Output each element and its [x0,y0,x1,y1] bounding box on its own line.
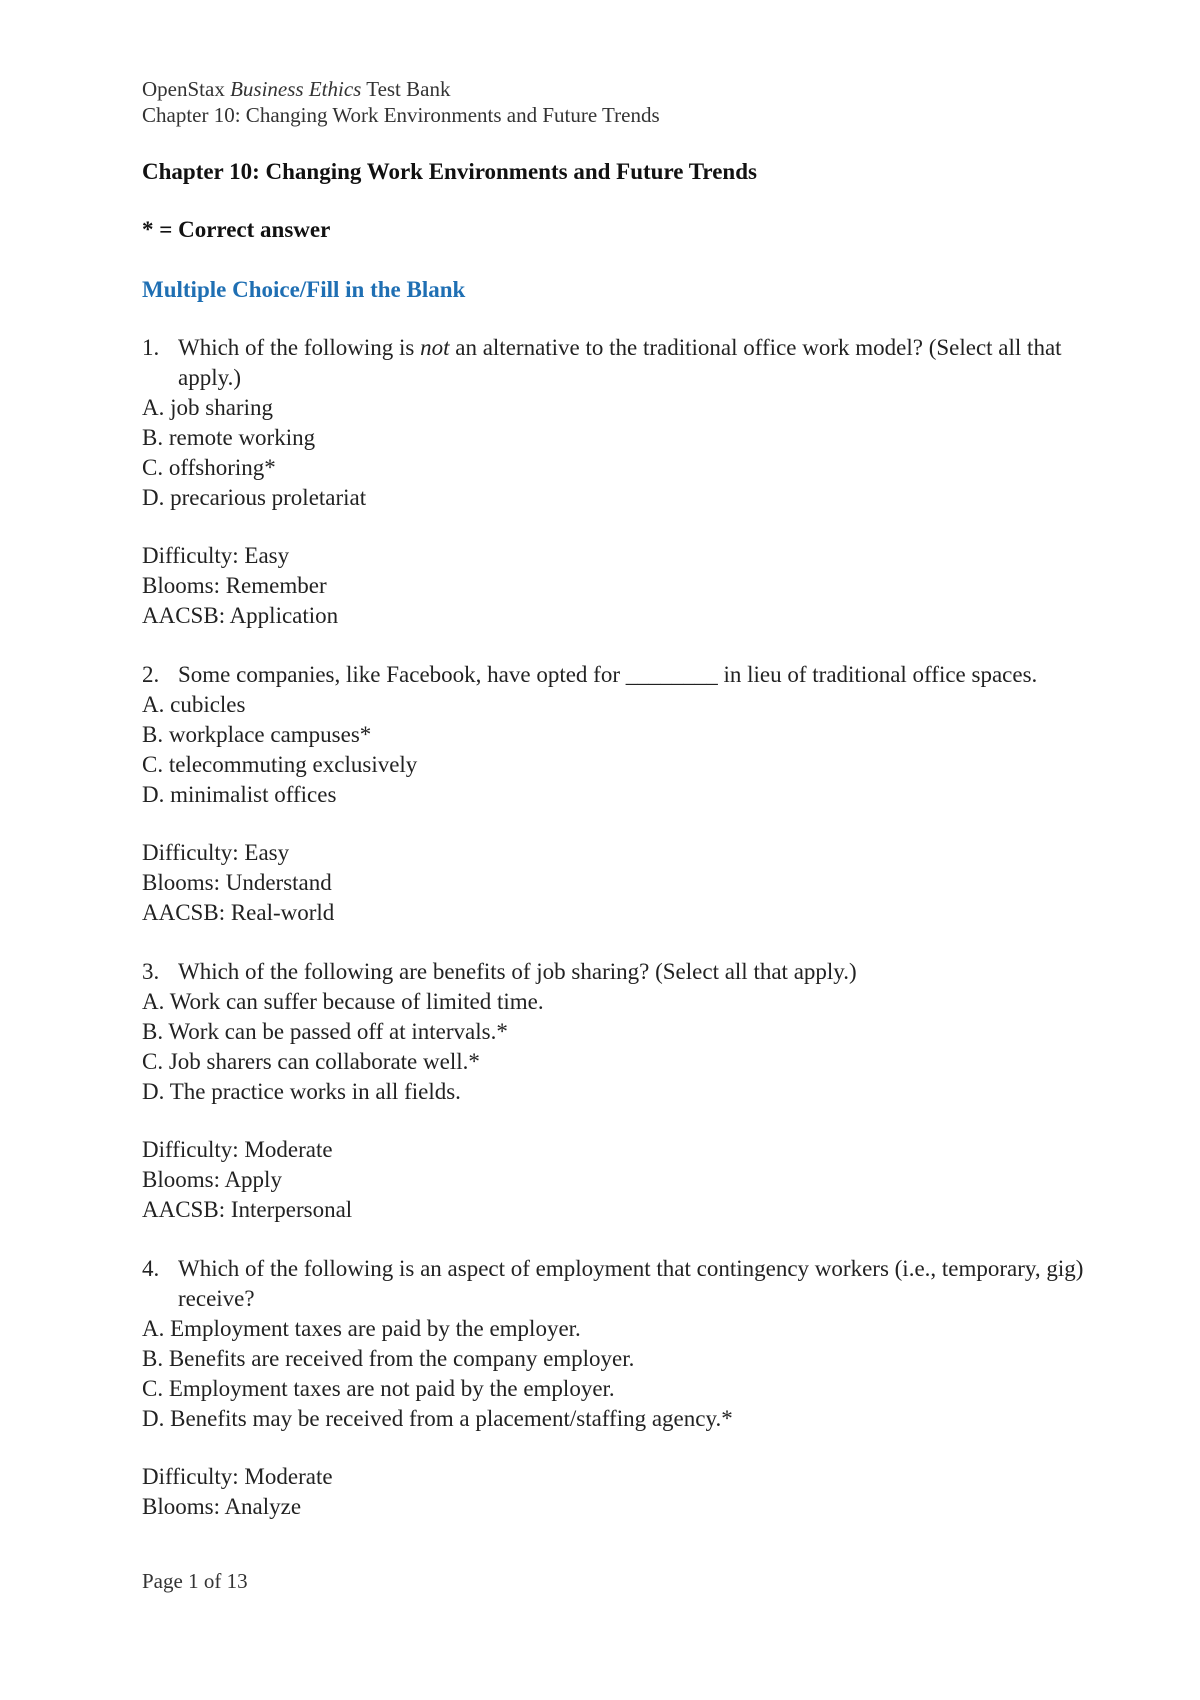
aacsb-line: AACSB: Interpersonal [142,1197,353,1222]
answer-option: B. Benefits are received from the company employer. [142,1346,635,1371]
answer-option: A. Employment taxes are paid by the employer. [142,1316,581,1341]
difficulty-line: Difficulty: Easy [142,543,290,568]
question-number: 2. [142,662,160,687]
question-text-part: an alternative to the traditional office work model? (Select all that apply.) [178,335,1062,390]
answer-option: B. remote working [142,425,316,450]
question-2 [142,660,1102,928]
question-stem [142,333,1102,393]
answer-option: D. Benefits may be received from a placement/staffing agency.* [142,1406,733,1431]
blooms-line: Blooms: Analyze [142,1494,302,1519]
header-publisher: OpenStax [142,77,225,101]
question-metadata [142,1462,1102,1522]
question-metadata [142,1135,1102,1225]
question-stem [142,957,1102,987]
question-3 [142,957,1102,1225]
aacsb-line: AACSB: Real-world [142,900,335,925]
section-heading: Multiple Choice/Fill in the Blank [142,277,466,302]
question-1 [142,333,1102,631]
answer-option: C. Job sharers can collaborate well.* [142,1049,480,1074]
question-number: 4. [142,1256,160,1281]
answer-option: A. cubicles [142,692,246,717]
answer-option: D. minimalist offices [142,782,337,807]
question-stem [142,1254,1102,1314]
question-text-emphasis: not [420,335,450,360]
answer-option: A. Work can suffer because of limited time. [142,989,544,1014]
answer-option: B. workplace campuses* [142,722,372,747]
question-text: Which of the following are benefits of job sharing? (Select all that apply.) [178,959,857,984]
question-number: 3. [142,959,160,984]
question-number: 1. [142,335,160,360]
question-text: Some companies, like Facebook, have opted for ________ in lieu of traditional office spaces. [178,662,1038,687]
aacsb-line: AACSB: Application [142,603,339,628]
page-footer: Page 1 of 13 [142,1569,248,1593]
document-page [142,76,1102,1522]
answer-option: C. Employment taxes are not paid by the employer. [142,1376,615,1401]
question-text [178,333,1102,393]
question-text: Which of the following is an aspect of employment that contingency workers (i.e., temporary, gig) receive? [178,1256,1084,1311]
answer-key-note: * = Correct answer [142,217,331,242]
blooms-line: Blooms: Apply [142,1167,282,1192]
blooms-line: Blooms: Remember [142,573,327,598]
question-metadata [142,541,1102,631]
question-text-part: Which of the following is [178,335,421,360]
running-header-chapter: Chapter 10: Changing Work Environments and Future Trends [142,103,660,127]
difficulty-line: Difficulty: Easy [142,840,290,865]
answer-option: C. offshoring* [142,455,276,480]
chapter-title: Chapter 10: Changing Work Environments and Future Trends [142,159,757,184]
answer-option: A. job sharing [142,395,273,420]
answer-option: D. precarious proletariat [142,485,367,510]
difficulty-line: Difficulty: Moderate [142,1137,333,1162]
blooms-line: Blooms: Understand [142,870,332,895]
answer-option: D. The practice works in all fields. [142,1079,461,1104]
question-stem [142,660,1102,690]
header-suffix: Test Bank [366,77,451,101]
difficulty-line: Difficulty: Moderate [142,1464,333,1489]
running-header-title [142,76,1102,102]
answer-option: B. Work can be passed off at intervals.* [142,1019,508,1044]
question-metadata [142,838,1102,928]
answer-option: C. telecommuting exclusively [142,752,418,777]
question-4 [142,1254,1102,1522]
header-book-title: Business Ethics [230,77,362,101]
